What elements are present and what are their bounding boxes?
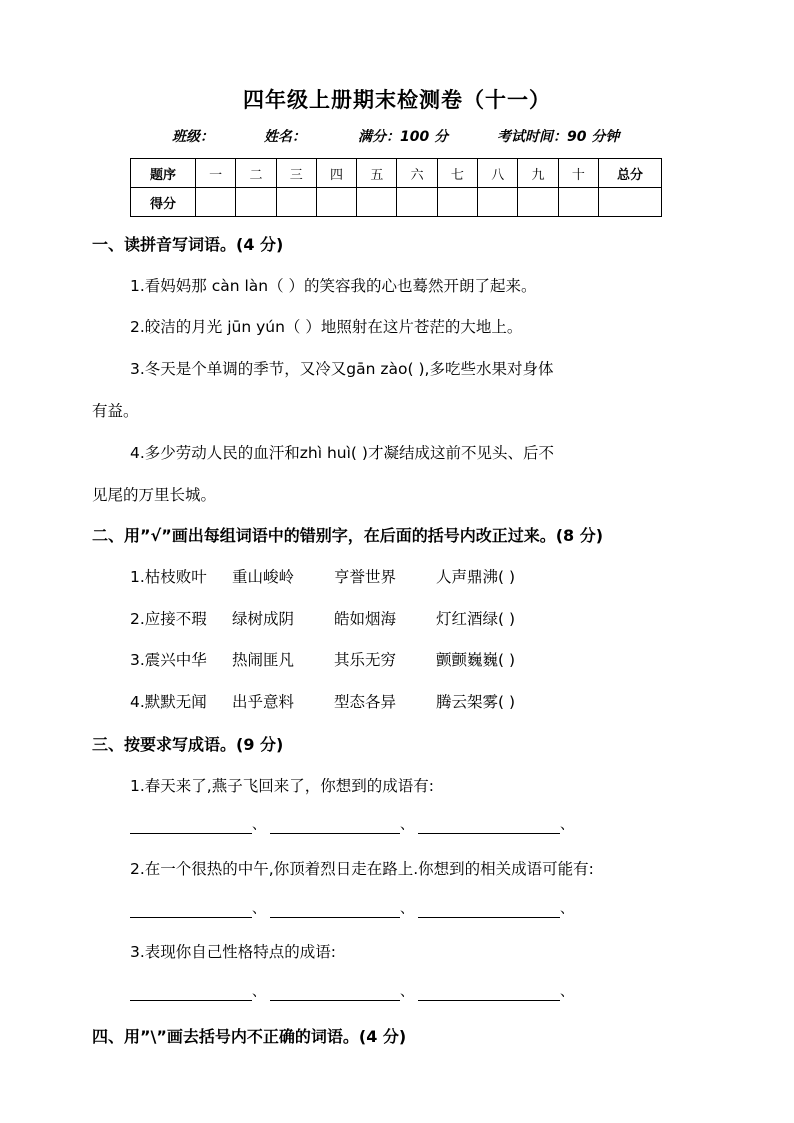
score-cell[interactable] <box>276 188 316 217</box>
score-table <box>130 158 662 217</box>
word-group: 型态各异 <box>334 693 397 711</box>
column-2: 二 <box>236 159 276 188</box>
column-10: 十 <box>558 159 598 188</box>
section3-q1: 1.春天来了,燕子飞回来了，你想到的成语有: <box>130 777 434 795</box>
score-table-header-row <box>131 159 662 188</box>
score-header: 得分 <box>131 188 196 217</box>
total-score-cell[interactable] <box>599 188 662 217</box>
word-group: 1.枯枝败叶 <box>130 568 207 586</box>
section2-heading: 二、用”√”画出每组词语中的错别字，在后面的括号内改正过来。(8 分) <box>92 526 604 545</box>
word-group-with-blank: 人声鼎沸( ) <box>436 568 516 586</box>
word-row-3 <box>130 648 515 670</box>
word-group: 出乎意料 <box>232 693 295 711</box>
column-1: 一 <box>196 159 236 188</box>
score-cell[interactable] <box>357 188 397 217</box>
section1-q3-line1: 3.冬天是个单调的季节，又冷又gān zào( ),多吃些水果对身体 <box>130 360 554 378</box>
word-group: 4.默默无闻 <box>130 693 207 711</box>
separator: 、 <box>400 817 414 833</box>
separator: 、 <box>560 817 574 833</box>
score-cell[interactable] <box>478 188 518 217</box>
score-cell[interactable] <box>437 188 477 217</box>
word-group: 2.应接不瑕 <box>130 610 207 628</box>
answer-blank[interactable] <box>270 899 400 918</box>
answer-blank[interactable] <box>418 982 560 1001</box>
column-8: 八 <box>478 159 518 188</box>
answer-blank[interactable] <box>130 899 252 918</box>
word-group-with-blank: 灯红酒绿( ) <box>436 610 516 628</box>
word-row-2 <box>130 607 515 629</box>
full-score: 满分：100 分 <box>358 129 449 145</box>
answer-blank[interactable] <box>418 899 560 918</box>
name-label: 姓名： <box>264 129 306 145</box>
word-group: 皓如烟海 <box>334 610 397 628</box>
column-3: 三 <box>276 159 316 188</box>
section1-heading: 一、读拼音写词语。(4 分) <box>92 235 284 254</box>
answer-blanks-1 <box>130 814 574 834</box>
word-group: 热闹匪凡 <box>232 651 295 669</box>
section1-q4-line1: 4.多少劳动人民的血汗和zhì huì( )才凝结成这前不见头、后不 <box>130 444 554 462</box>
section1-q4-line2: 见尾的万里长城。 <box>92 486 217 504</box>
separator: 、 <box>252 817 266 833</box>
separator: 、 <box>400 984 414 1000</box>
column-7: 七 <box>437 159 477 188</box>
exam-title: 四年级上册期末检测卷（十一） <box>243 88 551 112</box>
separator: 、 <box>252 984 266 1000</box>
word-group: 3.震兴中华 <box>130 651 207 669</box>
column-6: 六 <box>397 159 437 188</box>
section1-q3-line2: 有益。 <box>92 402 139 420</box>
word-group: 绿树成阴 <box>232 610 295 628</box>
word-group: 重山峻岭 <box>232 568 295 586</box>
total-header: 总分 <box>599 159 662 188</box>
score-cell[interactable] <box>518 188 558 217</box>
score-cell[interactable] <box>397 188 437 217</box>
separator: 、 <box>560 901 574 917</box>
section1-q2: 2.皎洁的月光 jūn yún（ ）地照射在这片苍茫的大地上。 <box>130 318 523 336</box>
answer-blank[interactable] <box>270 982 400 1001</box>
section4-heading: 四、用”\”画去括号内不正确的词语。(4 分) <box>92 1027 407 1046</box>
word-group: 亨誉世界 <box>334 568 397 586</box>
exam-time: 考试时间：90 分钟 <box>497 129 620 145</box>
answer-blank[interactable] <box>418 815 560 834</box>
answer-blank[interactable] <box>270 815 400 834</box>
answer-blanks-2 <box>130 898 574 918</box>
score-table-score-row <box>131 188 662 217</box>
section3-q3: 3.表现你自己性格特点的成语: <box>130 943 337 961</box>
answer-blank[interactable] <box>130 815 252 834</box>
score-cell[interactable] <box>236 188 276 217</box>
class-label: 班级： <box>172 129 214 145</box>
section1-q1: 1.看妈妈那 càn làn（ ）的笑容我的心也蓦然开朗了起来。 <box>130 277 537 295</box>
separator: 、 <box>252 901 266 917</box>
word-row-4 <box>130 690 515 712</box>
section3-heading: 三、按要求写成语。(9 分) <box>92 735 284 754</box>
section3-q2: 2.在一个很热的中午,你顶着烈日走在路上.你想到的相关成语可能有: <box>130 860 594 878</box>
answer-blank[interactable] <box>130 982 252 1001</box>
score-cell[interactable] <box>316 188 356 217</box>
column-9: 九 <box>518 159 558 188</box>
answer-blanks-3 <box>130 981 574 1001</box>
question-order-header: 题序 <box>131 159 196 188</box>
word-group: 其乐无穷 <box>334 651 397 669</box>
column-5: 五 <box>357 159 397 188</box>
word-row-1 <box>130 565 515 587</box>
score-cell[interactable] <box>196 188 236 217</box>
separator: 、 <box>560 984 574 1000</box>
column-4: 四 <box>316 159 356 188</box>
score-cell[interactable] <box>558 188 598 217</box>
word-group-with-blank: 颤颤巍巍( ) <box>436 651 516 669</box>
separator: 、 <box>400 901 414 917</box>
word-group-with-blank: 腾云架雾( ) <box>436 693 516 711</box>
